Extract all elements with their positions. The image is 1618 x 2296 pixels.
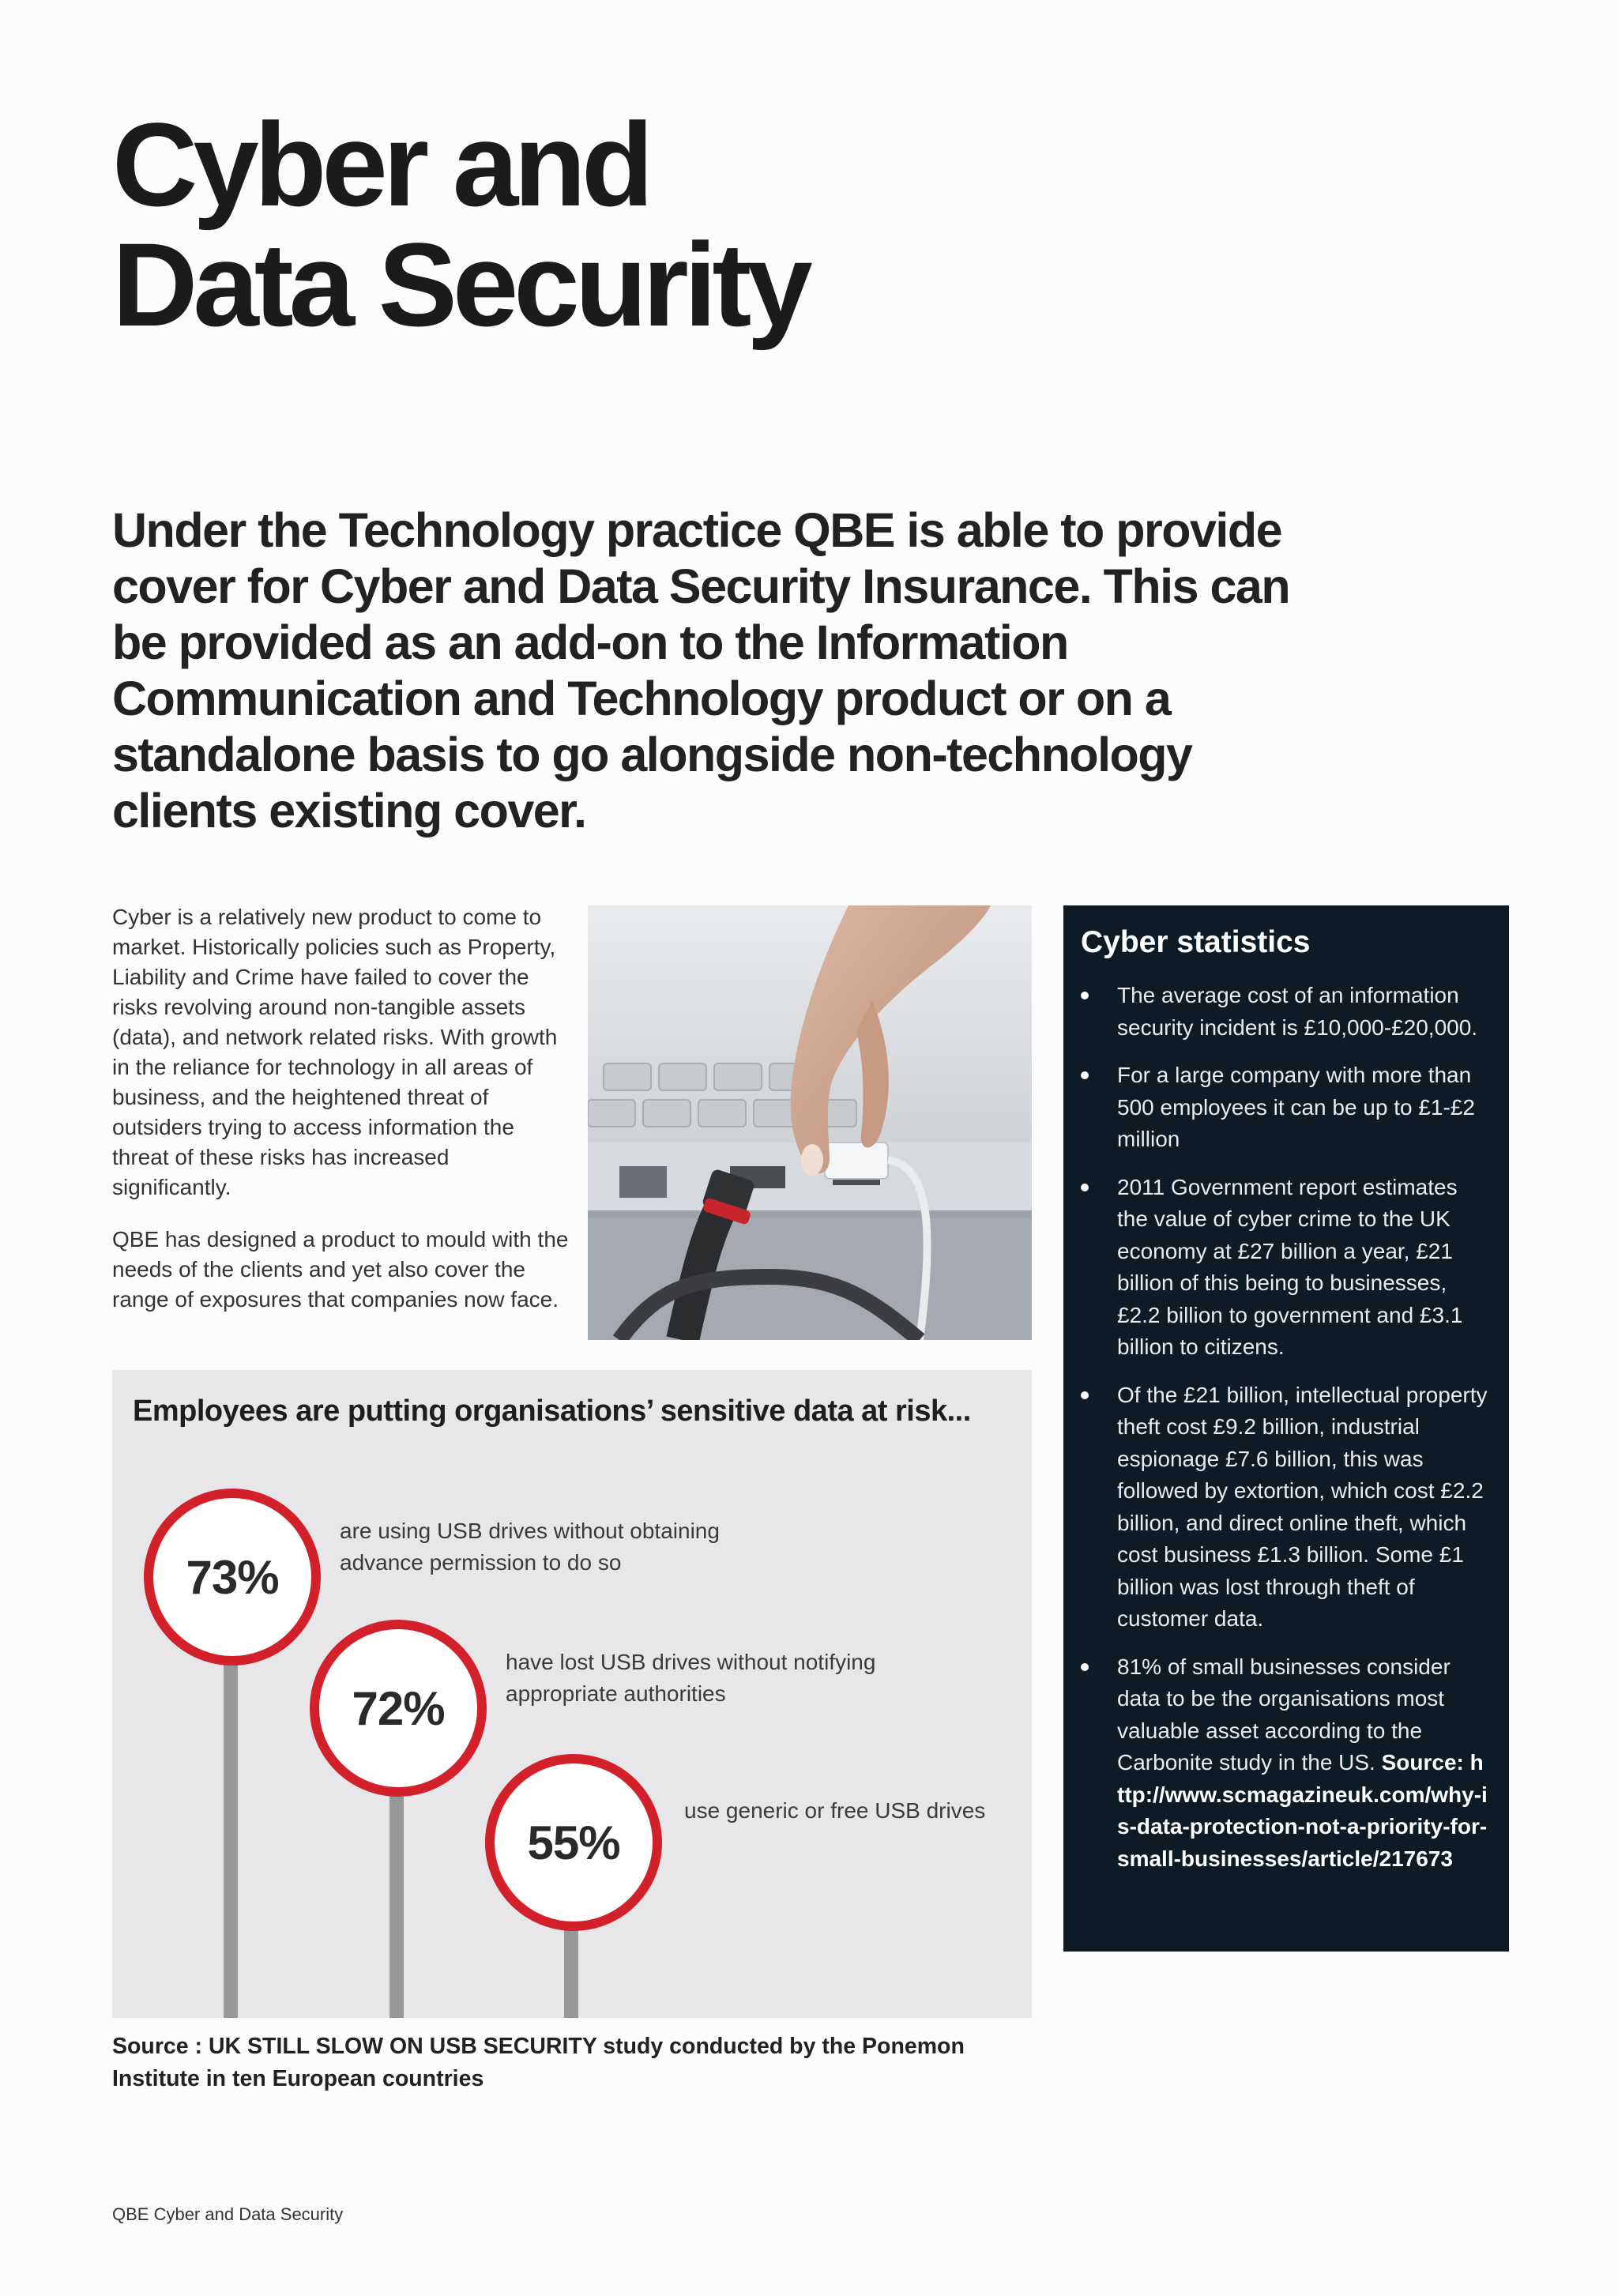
intro-paragraph: Under the Technology practice QBE is able to provide cover for Cyber and Data Security Insurance. This can be provided as an add-on to the Information Communication and Technology product or on a standalone basis to go alongside non-technology clients existing cover. xyxy=(112,503,1290,837)
stat-text: The average cost of an information security incident is £10,000-£20,000. xyxy=(1117,983,1478,1040)
page-title xyxy=(112,98,808,351)
list-item xyxy=(1081,1379,1490,1635)
list-item xyxy=(1081,1060,1490,1156)
list-item xyxy=(1081,1651,1490,1876)
stat-sign-73: 73% xyxy=(144,1489,321,1666)
stat-sign-55: 55% xyxy=(485,1754,662,1931)
bullet-icon xyxy=(1081,1663,1089,1671)
body-copy xyxy=(112,902,570,1337)
cyber-statistics-panel xyxy=(1063,905,1509,1952)
stat-text: Of the £21 billion, intellectual property theft cost £9.2 billion, industrial espionage £7.6 billion, this was followed by extortion, which cost £2.2 billion, and direct online theft, which cost business £1.3 billion. Some £1 billion was lost through theft of customer data. xyxy=(1117,1382,1488,1631)
page-title-line-1: Cyber and xyxy=(112,98,649,231)
laptop-usb-illustration xyxy=(588,905,1032,1340)
bullet-icon xyxy=(1081,1184,1089,1191)
list-item xyxy=(1081,980,1490,1044)
source-label: Source: xyxy=(1381,1750,1464,1775)
body-paragraph-1: Cyber is a relatively new product to come to market. Historically policies such as Property, Liability and Crime have failed to cover the risks revolving around non-tangible assets (data), and network related risks. With growth in the reliance for technology in all areas of business, and the heightened threat of outsiders trying to access information the threat of these risks has increased significantly. xyxy=(112,905,558,1199)
stat-text: 2011 Government report estimates the value of cyber crime to the UK economy at £27 billion a year, £21 billion of this being to businesses, £2.2 billion to government and £3.1 billion to citizens. xyxy=(1117,1174,1463,1359)
bullet-icon xyxy=(1081,1071,1089,1079)
laptop-usb-photo xyxy=(588,905,1032,1340)
usb-risk-panel xyxy=(112,1370,1032,2018)
list-item xyxy=(1081,1172,1490,1364)
stat-description-73: are using USB drives without obtaining advance permission to do so xyxy=(340,1519,720,1575)
stat-description-72: have lost USB drives without notifying appropriate authorities xyxy=(506,1650,876,1706)
bullet-icon xyxy=(1081,1391,1089,1399)
usb-risk-heading: Employees are putting organisations’ sensitive data at risk... xyxy=(133,1395,971,1428)
page-footer: QBE Cyber and Data Security xyxy=(112,2204,344,2224)
page-title-line-2: Data Security xyxy=(112,218,808,351)
cyber-statistics-list xyxy=(1081,980,1490,1875)
stat-text: For a large company with more than 500 employees it can be up to £1-£2 million xyxy=(1117,1063,1475,1151)
source-link[interactable]: http://www.scmagazineuk.com/why-is-data-protection-not-a-priority-for-small-businesses/article/217673 xyxy=(1117,1750,1488,1871)
bullet-icon xyxy=(1081,992,1089,999)
body-paragraph-2: QBE has designed a product to mould with the needs of the clients and yet also cover the range of exposures that companies now face. xyxy=(112,1227,569,1312)
stat-text: 81% of small businesses consider data to be the organisations most valuable asset according to the Carbonite study in the US. xyxy=(1117,1654,1451,1775)
cyber-statistics-heading: Cyber statistics xyxy=(1081,925,1311,959)
stat-description-55: use generic or free USB drives xyxy=(684,1798,986,1823)
stat-sign-72: 72% xyxy=(310,1620,487,1797)
sign-pole xyxy=(224,1607,238,2018)
study-source: Source : UK STILL SLOW ON USB SECURITY study conducted by the Ponemon Institute in ten European countries xyxy=(112,2034,965,2091)
